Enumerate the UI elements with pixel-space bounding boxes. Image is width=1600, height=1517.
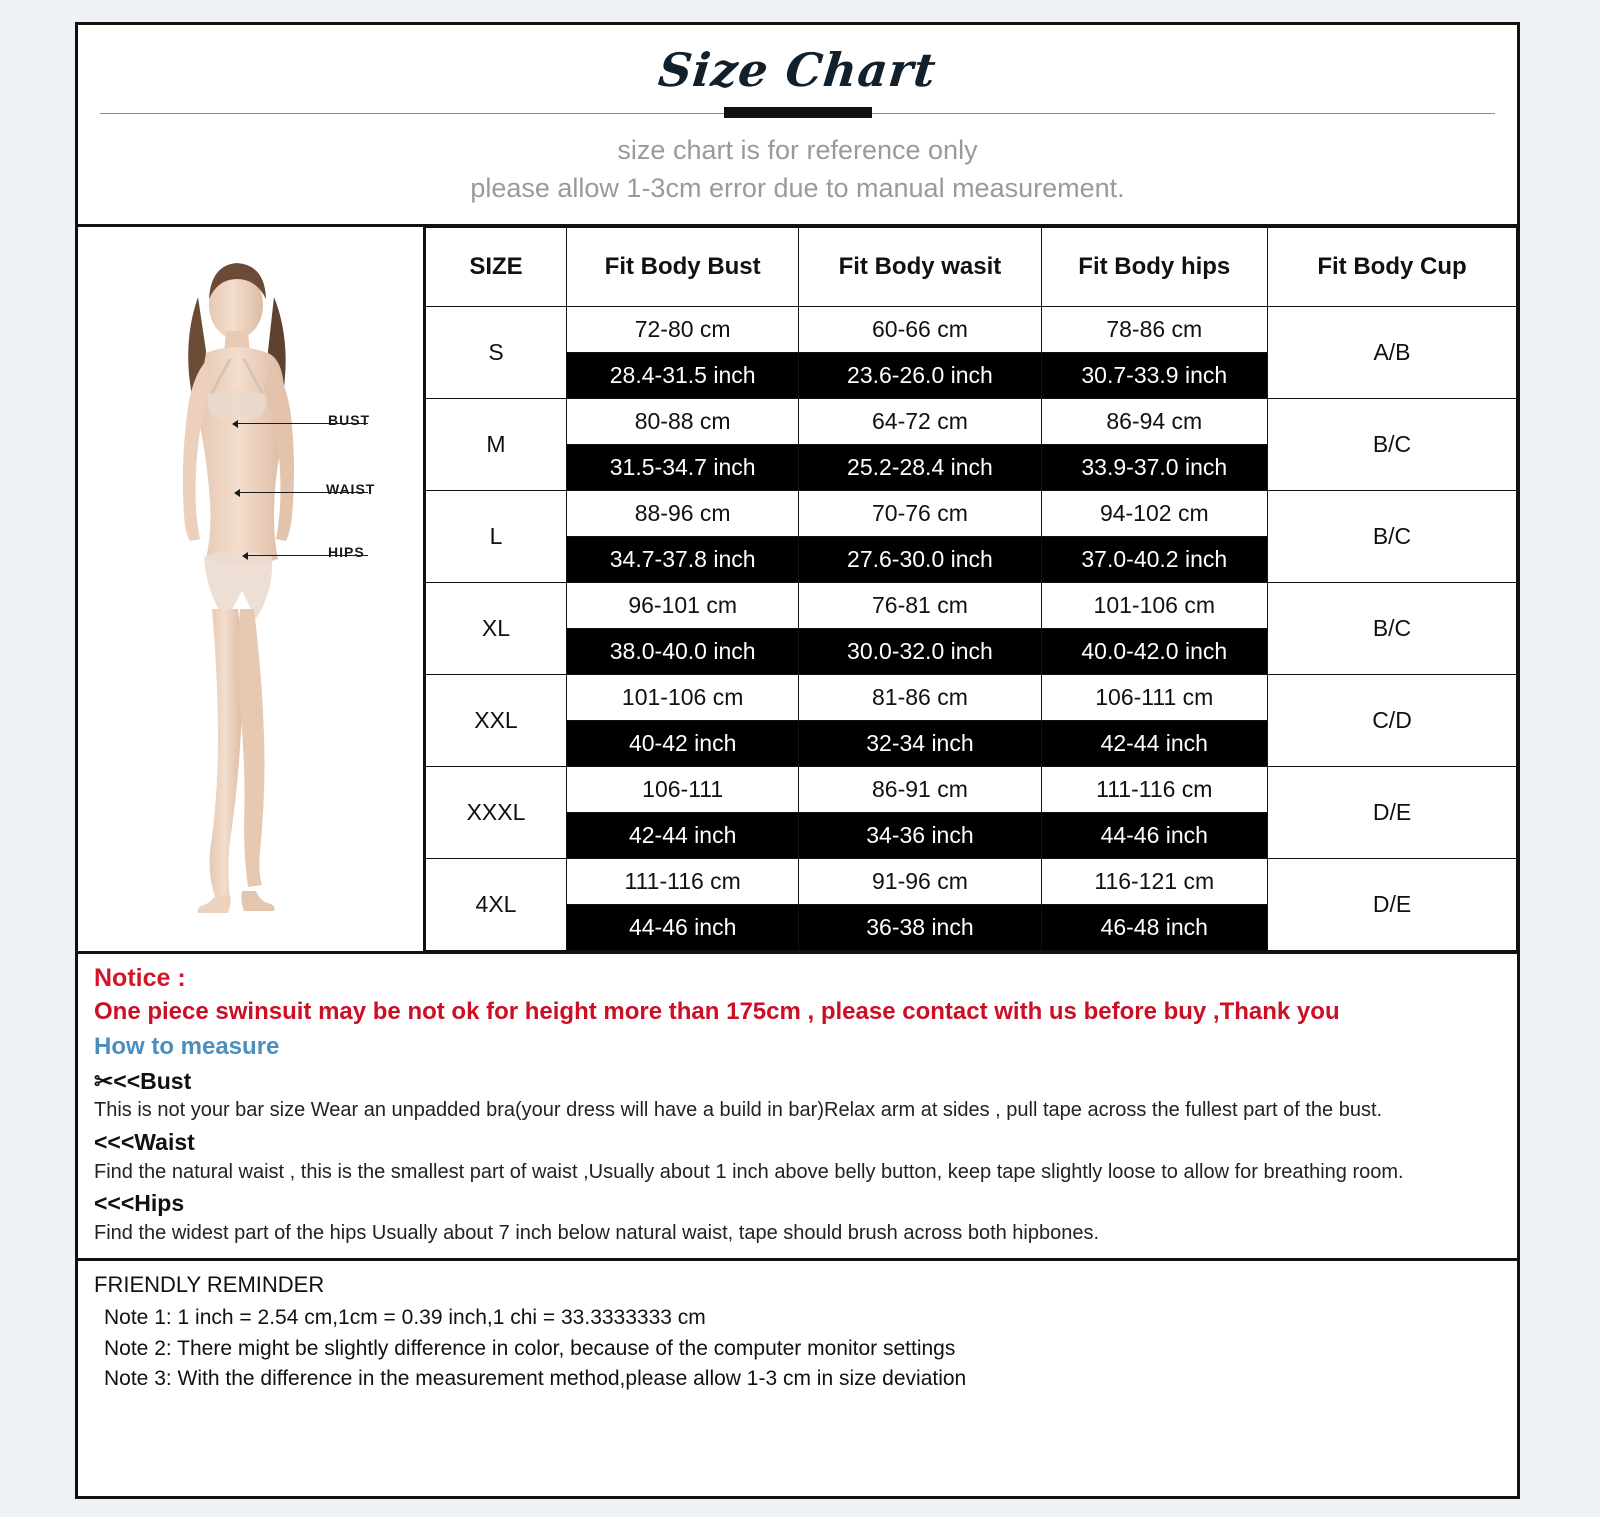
cell-hips-inch: 44-46 inch (1041, 812, 1267, 858)
figure-label-waist: WAIST (326, 480, 376, 497)
table-row (426, 582, 1517, 628)
cell-hips-inch: 42-44 inch (1041, 720, 1267, 766)
cell-bust-inch: 40-42 inch (567, 720, 799, 766)
cell-bust-cm: 111-116 cm (567, 858, 799, 904)
cell-size: 4XL (426, 858, 567, 950)
cell-waist-inch: 25.2-28.4 inch (799, 444, 1041, 490)
col-header-bust: Fit Body Bust (567, 227, 799, 306)
cell-waist-inch: 36-38 inch (799, 904, 1041, 950)
cell-size: L (426, 490, 567, 582)
col-header-waist: Fit Body wasit (799, 227, 1041, 306)
cell-bust-cm: 106-111 (567, 766, 799, 812)
cell-waist-cm: 76-81 cm (799, 582, 1041, 628)
header-subtitle (78, 129, 1517, 214)
cell-hips-cm: 106-111 cm (1041, 674, 1267, 720)
cell-cup: A/B (1268, 306, 1517, 398)
reminder-note-2: Note 2: There might be slightly difference in color, because of the computer monitor settings (104, 1336, 956, 1360)
cell-bust-inch: 31.5-34.7 inch (567, 444, 799, 490)
cell-size: XXL (426, 674, 567, 766)
title-divider (100, 107, 1495, 121)
figure-label-bust: BUST (328, 411, 371, 428)
measure-figure (78, 227, 423, 951)
table-row (426, 306, 1517, 352)
table-header-row (426, 227, 1517, 306)
table-row (426, 398, 1517, 444)
cell-hips-inch: 46-48 inch (1041, 904, 1267, 950)
how-to-measure-heading: How to measure (94, 1033, 280, 1061)
hips-section-text: Find the widest part of the hips Usually about 7 inch below natural waist, tape should brush across both hipbones. (94, 1221, 1100, 1244)
friendly-reminder-block (78, 1261, 1517, 1496)
page-title: Size Chart (655, 43, 940, 97)
cell-size: XXXL (426, 766, 567, 858)
table-row (426, 858, 1517, 904)
table-row (426, 674, 1517, 720)
subtitle-line-2: please allow 1-3cm error due to manual measurement. (470, 173, 1125, 204)
cell-bust-cm: 80-88 cm (567, 398, 799, 444)
cell-waist-cm: 64-72 cm (799, 398, 1041, 444)
cell-waist-inch: 32-34 inch (799, 720, 1041, 766)
cell-waist-inch: 34-36 inch (799, 812, 1041, 858)
cell-bust-inch: 28.4-31.5 inch (567, 352, 799, 398)
cell-waist-cm: 81-86 cm (799, 674, 1041, 720)
reminder-note-1: Note 1: 1 inch = 2.54 cm,1cm = 0.39 inch,1 chi = 33.3333333 cm (104, 1306, 706, 1330)
notice-block (78, 954, 1517, 1262)
cell-hips-cm: 116-121 cm (1041, 858, 1267, 904)
cell-waist-cm: 60-66 cm (799, 306, 1041, 352)
cell-hips-inch: 40.0-42.0 inch (1041, 628, 1267, 674)
size-table-body (426, 306, 1517, 950)
col-header-size: SIZE (426, 227, 567, 306)
cell-cup: B/C (1268, 490, 1517, 582)
cell-bust-inch: 38.0-40.0 inch (567, 628, 799, 674)
hips-section-heading: <<<Hips (94, 1190, 185, 1217)
divider-thick-block (724, 107, 872, 118)
cell-waist-cm: 70-76 cm (799, 490, 1041, 536)
cell-hips-cm: 86-94 cm (1041, 398, 1267, 444)
col-header-cup: Fit Body Cup (1268, 227, 1517, 306)
waist-section-text: Find the natural waist , this is the smallest part of waist ,Usually about 1 inch above belly button, keep tape slightly loose to allow for breathing room. (94, 1160, 1404, 1183)
cell-waist-inch: 27.6-30.0 inch (799, 536, 1041, 582)
cell-cup: D/E (1268, 766, 1517, 858)
cell-bust-cm: 72-80 cm (567, 306, 799, 352)
measure-figure-cell (78, 227, 425, 951)
bust-section-text: This is not your bar size Wear an unpadded bra(your dress will have a build in bar)Relax arm at sides , pull tape across the fullest part of the bust. (94, 1099, 1383, 1122)
chart-header (78, 25, 1517, 227)
subtitle-line-1: size chart is for reference only (617, 135, 978, 165)
cell-hips-inch: 33.9-37.0 inch (1041, 444, 1267, 490)
cell-bust-cm: 101-106 cm (567, 674, 799, 720)
cell-size: S (426, 306, 567, 398)
cell-size: M (426, 398, 567, 490)
cell-cup: D/E (1268, 858, 1517, 950)
size-table-head (426, 227, 1517, 306)
notice-heading: Notice : (94, 963, 186, 992)
cell-waist-inch: 23.6-26.0 inch (799, 352, 1041, 398)
bust-section-heading: ✂<<Bust (94, 1067, 192, 1094)
reminder-title: FRIENDLY REMINDER (94, 1272, 325, 1298)
cell-hips-cm: 94-102 cm (1041, 490, 1267, 536)
notice-warning: One piece swinsuit may be not ok for height more than 175cm , please contact with us before buy ,Thank you (94, 998, 1340, 1026)
cell-bust-inch: 42-44 inch (567, 812, 799, 858)
cell-cup: B/C (1268, 398, 1517, 490)
figure-label-hips: HIPS (328, 543, 365, 560)
reminder-note-3: Note 3: With the difference in the measurement method,please allow 1-3 cm in size deviation (104, 1367, 967, 1391)
chart-body (78, 227, 1517, 954)
waist-section-heading: <<<Waist (94, 1128, 195, 1155)
size-chart-sheet (75, 22, 1520, 1499)
cell-bust-inch: 34.7-37.8 inch (567, 536, 799, 582)
cell-bust-cm: 88-96 cm (567, 490, 799, 536)
cell-hips-cm: 111-116 cm (1041, 766, 1267, 812)
cell-waist-cm: 91-96 cm (799, 858, 1041, 904)
cell-cup: C/D (1268, 674, 1517, 766)
cell-bust-inch: 44-46 inch (567, 904, 799, 950)
col-header-hips: Fit Body hips (1041, 227, 1267, 306)
cell-hips-cm: 78-86 cm (1041, 306, 1267, 352)
cell-bust-cm: 96-101 cm (567, 582, 799, 628)
female-body-figure-icon (78, 227, 423, 947)
cell-waist-cm: 86-91 cm (799, 766, 1041, 812)
cell-size: XL (426, 582, 567, 674)
size-table (425, 227, 1517, 951)
cell-waist-inch: 30.0-32.0 inch (799, 628, 1041, 674)
table-row (426, 490, 1517, 536)
cell-hips-inch: 30.7-33.9 inch (1041, 352, 1267, 398)
cell-hips-inch: 37.0-40.2 inch (1041, 536, 1267, 582)
table-row (426, 766, 1517, 812)
cell-hips-cm: 101-106 cm (1041, 582, 1267, 628)
cell-cup: B/C (1268, 582, 1517, 674)
